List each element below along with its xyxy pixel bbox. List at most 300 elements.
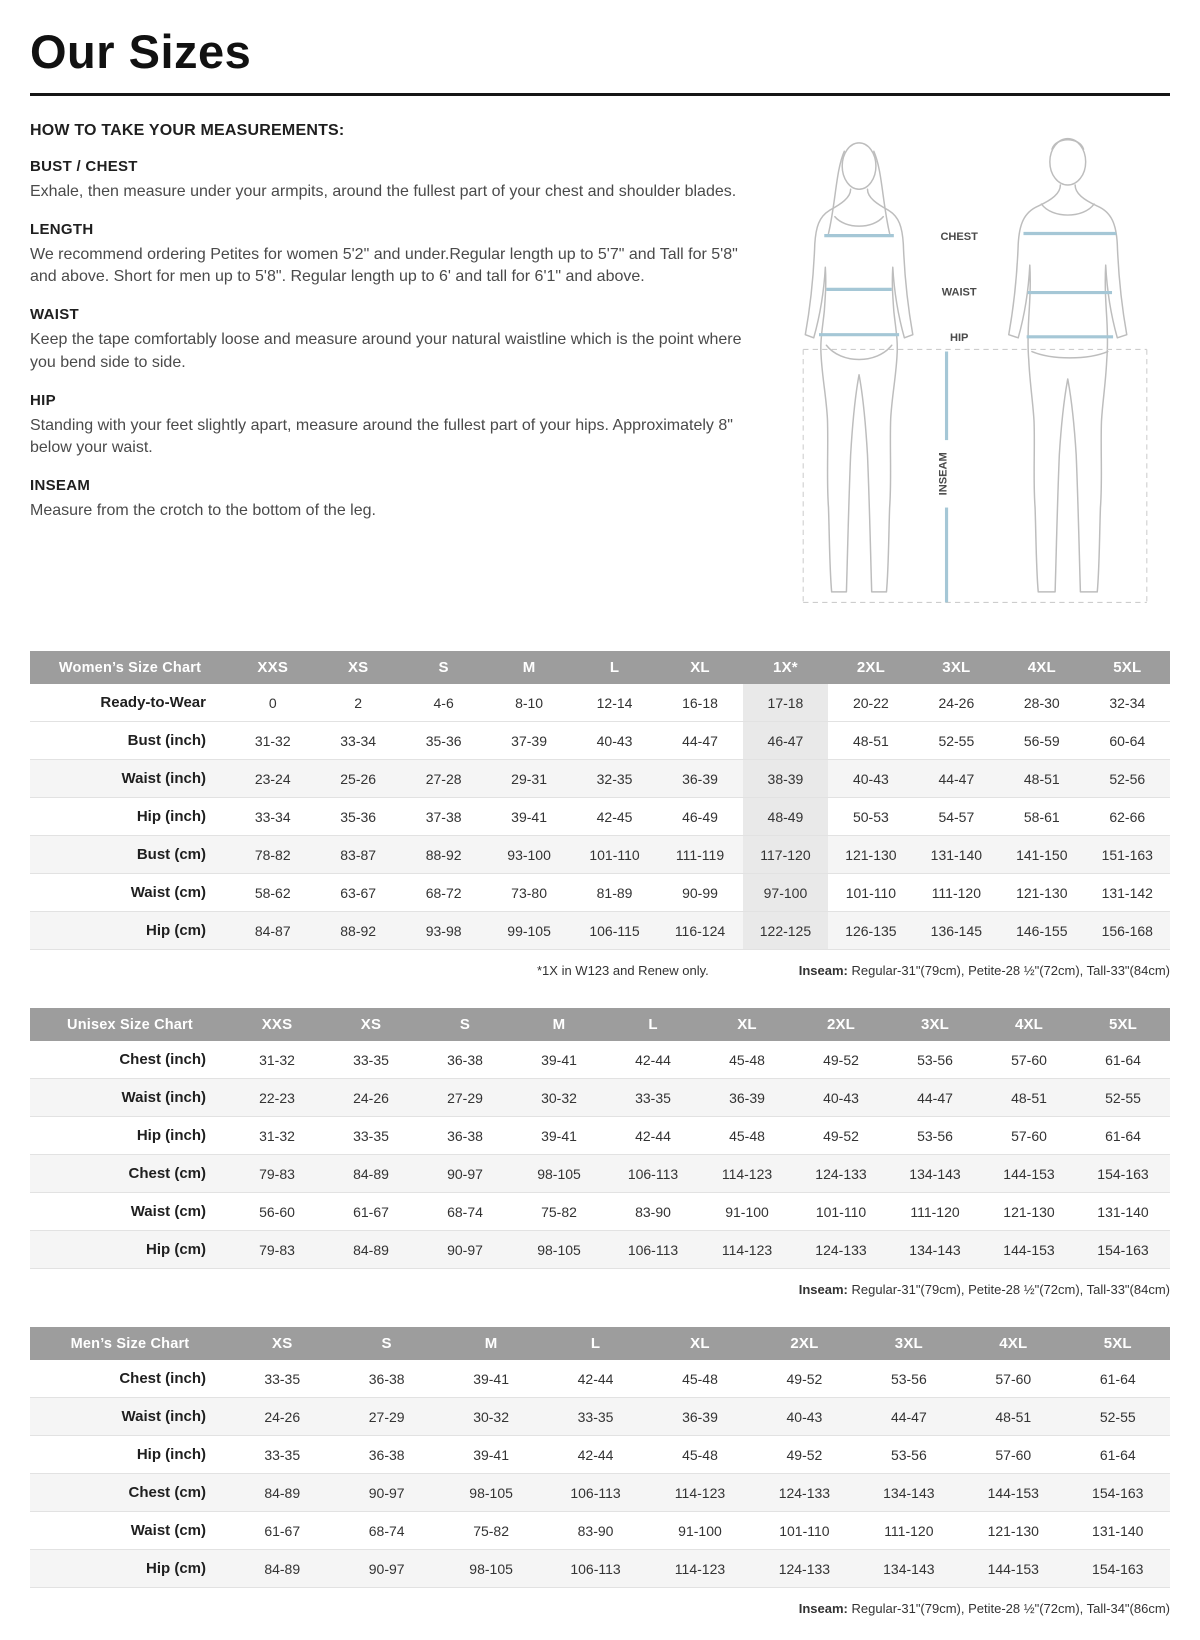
table-cell: 93-100 bbox=[486, 836, 571, 874]
table-cell: 68-72 bbox=[401, 874, 486, 912]
figure-labels bbox=[937, 231, 978, 508]
table-cell: 83-87 bbox=[315, 836, 400, 874]
table-cell: 12-14 bbox=[572, 684, 657, 722]
size-chart-block-2 bbox=[30, 1008, 1170, 1297]
table-cell: 42-44 bbox=[606, 1117, 700, 1155]
inseam-footnote: Inseam: Regular-31"(79cm), Petite-28 ½"(72cm), Tall-33"(84cm) bbox=[798, 1282, 1170, 1298]
table-cell: 49-52 bbox=[794, 1041, 888, 1079]
measurement-figure-svg bbox=[780, 126, 1170, 621]
table-cell: 46-47 bbox=[743, 722, 828, 760]
column-header: XL bbox=[657, 651, 742, 684]
table-cell: 31-32 bbox=[230, 1117, 324, 1155]
table-cell: 75-82 bbox=[512, 1193, 606, 1231]
table-cell: 93-98 bbox=[401, 912, 486, 950]
measurement-guide bbox=[30, 122, 1170, 621]
table-cell: 121-130 bbox=[828, 836, 913, 874]
table-cell: 44-47 bbox=[914, 760, 999, 798]
table-cell: 29-31 bbox=[486, 760, 571, 798]
column-header: 2XL bbox=[752, 1327, 856, 1360]
table-cell: 42-44 bbox=[543, 1360, 647, 1398]
table-row bbox=[30, 874, 1170, 912]
table-cell: 131-140 bbox=[1066, 1512, 1171, 1550]
row-label: Waist (inch) bbox=[30, 1079, 230, 1117]
table-cell: 44-47 bbox=[888, 1079, 982, 1117]
table-cell: 156-168 bbox=[1085, 912, 1170, 950]
row-label: Hip (cm) bbox=[30, 1231, 230, 1269]
table-cell: 81-89 bbox=[572, 874, 657, 912]
page-header bbox=[30, 24, 1170, 96]
table-cell: 134-143 bbox=[857, 1550, 961, 1588]
table-cell: 106-115 bbox=[572, 912, 657, 950]
row-label: Waist (inch) bbox=[30, 1398, 230, 1436]
table-cell: 33-35 bbox=[230, 1360, 334, 1398]
column-header: 5XL bbox=[1085, 651, 1170, 684]
row-label: Chest (inch) bbox=[30, 1360, 230, 1398]
table-cell: 49-52 bbox=[752, 1436, 856, 1474]
table-cell: 83-90 bbox=[606, 1193, 700, 1231]
table-cell: 78-82 bbox=[230, 836, 315, 874]
table-row bbox=[30, 798, 1170, 836]
table-cell: 17-18 bbox=[743, 684, 828, 722]
table-cell: 68-74 bbox=[334, 1512, 438, 1550]
table-cell: 57-60 bbox=[982, 1117, 1076, 1155]
guide-section-body: Standing with your feet slightly apart, measure around the fullest part of your hips. Approximately 8" below your waist. bbox=[30, 416, 733, 457]
table-cell: 33-34 bbox=[230, 798, 315, 836]
table-cell: 154-163 bbox=[1076, 1155, 1170, 1193]
table-cell: 36-38 bbox=[334, 1436, 438, 1474]
table-cell: 83-90 bbox=[543, 1512, 647, 1550]
guide-section bbox=[30, 158, 752, 204]
row-label: Waist (cm) bbox=[30, 874, 230, 912]
table-cell: 90-99 bbox=[657, 874, 742, 912]
row-label: Waist (cm) bbox=[30, 1193, 230, 1231]
guide-section bbox=[30, 221, 752, 289]
table-cell: 53-56 bbox=[888, 1041, 982, 1079]
table-cell: 39-41 bbox=[439, 1360, 543, 1398]
column-header: XL bbox=[648, 1327, 752, 1360]
table-cell: 45-48 bbox=[648, 1360, 752, 1398]
guide-section-body: Keep the tape comfortably loose and measure around your natural waistline which is the point where you bend side to side. bbox=[30, 331, 742, 371]
table-cell: 36-39 bbox=[648, 1398, 752, 1436]
table-cell: 121-130 bbox=[961, 1512, 1065, 1550]
table-cell: 111-120 bbox=[888, 1193, 982, 1231]
column-header: XXS bbox=[230, 1008, 324, 1041]
table-cell: 98-105 bbox=[512, 1231, 606, 1269]
guide-section-title: BUST / CHEST bbox=[30, 158, 138, 175]
table-cell: 20-22 bbox=[828, 684, 913, 722]
table-cell: 33-35 bbox=[324, 1041, 418, 1079]
table-cell: 35-36 bbox=[401, 722, 486, 760]
table-cell: 37-38 bbox=[401, 798, 486, 836]
table-cell: 134-143 bbox=[888, 1231, 982, 1269]
table-cell: 54-57 bbox=[914, 798, 999, 836]
table-cell: 79-83 bbox=[230, 1231, 324, 1269]
table-cell: 154-163 bbox=[1066, 1474, 1171, 1512]
table-cell: 22-23 bbox=[230, 1079, 324, 1117]
table-cell: 98-105 bbox=[512, 1155, 606, 1193]
table-cell: 33-35 bbox=[606, 1079, 700, 1117]
table-cell: 90-97 bbox=[334, 1474, 438, 1512]
table-row bbox=[30, 1398, 1170, 1436]
row-label: Hip (inch) bbox=[30, 1117, 230, 1155]
guide-section-title: WAIST bbox=[30, 306, 79, 324]
man-figure bbox=[1009, 139, 1127, 592]
table-cell: 126-135 bbox=[828, 912, 913, 950]
table-cell: 38-39 bbox=[743, 760, 828, 798]
table-cell: 36-38 bbox=[418, 1117, 512, 1155]
table-cell: 57-60 bbox=[961, 1360, 1065, 1398]
table-cell: 101-110 bbox=[752, 1512, 856, 1550]
row-label: Hip (inch) bbox=[30, 798, 230, 836]
table-row bbox=[30, 1117, 1170, 1155]
table-cell: 49-52 bbox=[794, 1117, 888, 1155]
guide-section bbox=[30, 306, 752, 374]
table-row bbox=[30, 1155, 1170, 1193]
table-row bbox=[30, 836, 1170, 874]
inseam-footnote: Inseam: Regular-31"(79cm), Petite-28 ½"(72cm), Tall-34"(86cm) bbox=[798, 1601, 1170, 1617]
row-label: Hip (cm) bbox=[30, 1550, 230, 1588]
table-cell: 44-47 bbox=[857, 1398, 961, 1436]
table-cell: 40-43 bbox=[752, 1398, 856, 1436]
table-cell: 134-143 bbox=[857, 1474, 961, 1512]
table-row bbox=[30, 760, 1170, 798]
table-cell: 52-55 bbox=[1076, 1079, 1170, 1117]
column-header: XS bbox=[324, 1008, 418, 1041]
table-cell: 88-92 bbox=[401, 836, 486, 874]
row-label: Chest (inch) bbox=[30, 1041, 230, 1079]
table-cell: 53-56 bbox=[857, 1360, 961, 1398]
table-cell: 154-163 bbox=[1076, 1231, 1170, 1269]
table-cell: 61-67 bbox=[324, 1193, 418, 1231]
table-cell: 106-113 bbox=[606, 1155, 700, 1193]
size-chart-table bbox=[30, 1008, 1170, 1269]
table-cell: 63-67 bbox=[315, 874, 400, 912]
table-cell: 114-123 bbox=[700, 1231, 794, 1269]
table-cell: 16-18 bbox=[657, 684, 742, 722]
table-cell: 40-43 bbox=[828, 760, 913, 798]
table-cell: 30-32 bbox=[439, 1398, 543, 1436]
waist-label: WAIST bbox=[941, 286, 977, 299]
table-cell: 116-124 bbox=[657, 912, 742, 950]
table-cell: 146-155 bbox=[999, 912, 1084, 950]
table-row bbox=[30, 722, 1170, 760]
table-cell: 39-41 bbox=[486, 798, 571, 836]
table-cell: 114-123 bbox=[700, 1155, 794, 1193]
table-row bbox=[30, 1550, 1170, 1588]
size-chart-block-3 bbox=[30, 1327, 1170, 1616]
table-footnotes bbox=[30, 1282, 1170, 1297]
column-header: 3XL bbox=[857, 1327, 961, 1360]
table-cell: 117-120 bbox=[743, 836, 828, 874]
table-cell: 53-56 bbox=[857, 1436, 961, 1474]
table-cell: 106-113 bbox=[543, 1474, 647, 1512]
table-cell: 30-32 bbox=[512, 1079, 606, 1117]
table-cell: 84-89 bbox=[230, 1474, 334, 1512]
column-header: S bbox=[334, 1327, 438, 1360]
column-header: XS bbox=[315, 651, 400, 684]
column-header: 3XL bbox=[914, 651, 999, 684]
table-cell: 90-97 bbox=[418, 1155, 512, 1193]
table-cell: 35-36 bbox=[315, 798, 400, 836]
table-cell: 36-39 bbox=[700, 1079, 794, 1117]
table-row bbox=[30, 1231, 1170, 1269]
table-cell: 141-150 bbox=[999, 836, 1084, 874]
table-row bbox=[30, 1193, 1170, 1231]
table-row bbox=[30, 1512, 1170, 1550]
table-cell: 131-140 bbox=[1076, 1193, 1170, 1231]
table-cell: 36-38 bbox=[418, 1041, 512, 1079]
guide-text-column bbox=[30, 122, 752, 540]
table-cell: 33-35 bbox=[324, 1117, 418, 1155]
table-cell: 27-29 bbox=[418, 1079, 512, 1117]
row-label: Hip (cm) bbox=[30, 912, 230, 950]
table-cell: 48-51 bbox=[982, 1079, 1076, 1117]
inseam-guide-dashes bbox=[803, 349, 1147, 602]
table-cell: 91-100 bbox=[648, 1512, 752, 1550]
table-cell: 144-153 bbox=[982, 1155, 1076, 1193]
table-row bbox=[30, 1474, 1170, 1512]
guide-section-body: We recommend ordering Petites for women 5'2" and under.Regular length up to 5'7" and Tall for 5'8" and above. Short for men up to 5'8". Regular length up to 6' and tall for 6'1" and above. bbox=[30, 245, 738, 286]
table-cell: 68-74 bbox=[418, 1193, 512, 1231]
table-cell: 151-163 bbox=[1085, 836, 1170, 874]
table-cell: 62-66 bbox=[1085, 798, 1170, 836]
table-cell: 23-24 bbox=[230, 760, 315, 798]
table-cell: 106-113 bbox=[606, 1231, 700, 1269]
table-cell: 98-105 bbox=[439, 1474, 543, 1512]
column-header: XS bbox=[230, 1327, 334, 1360]
table-footnotes bbox=[30, 963, 1170, 978]
column-header: S bbox=[401, 651, 486, 684]
table-cell: 61-64 bbox=[1066, 1360, 1171, 1398]
table-cell: 49-52 bbox=[752, 1360, 856, 1398]
table-cell: 33-34 bbox=[315, 722, 400, 760]
inseam-footnote: Inseam: Regular-31"(79cm), Petite-28 ½"(72cm), Tall-33"(84cm) bbox=[798, 963, 1170, 979]
table-cell: 31-32 bbox=[230, 722, 315, 760]
table-cell: 33-35 bbox=[230, 1436, 334, 1474]
table-cell: 4-6 bbox=[401, 684, 486, 722]
inseam-label: INSEAM bbox=[937, 452, 950, 496]
column-header: L bbox=[606, 1008, 700, 1041]
table-cell: 144-153 bbox=[961, 1474, 1065, 1512]
table-cell: 52-56 bbox=[1085, 760, 1170, 798]
table-cell: 50-53 bbox=[828, 798, 913, 836]
table-cell: 88-92 bbox=[315, 912, 400, 950]
column-header: 1X* bbox=[743, 651, 828, 684]
table-row bbox=[30, 1041, 1170, 1079]
guide-section-title: LENGTH bbox=[30, 220, 94, 238]
table-cell: 75-82 bbox=[439, 1512, 543, 1550]
row-label: Ready-to-Wear bbox=[30, 684, 230, 722]
table-cell: 84-89 bbox=[324, 1155, 418, 1193]
column-header: XL bbox=[700, 1008, 794, 1041]
table-cell: 101-110 bbox=[572, 836, 657, 874]
table-cell: 39-41 bbox=[512, 1041, 606, 1079]
table-cell: 46-49 bbox=[657, 798, 742, 836]
table-cell: 121-130 bbox=[999, 874, 1084, 912]
table-row bbox=[30, 1360, 1170, 1398]
table-row bbox=[30, 1079, 1170, 1117]
woman-figure bbox=[805, 143, 913, 592]
table-title: Women’s Size Chart bbox=[30, 651, 230, 684]
table-cell: 111-120 bbox=[857, 1512, 961, 1550]
table-cell: 32-35 bbox=[572, 760, 657, 798]
table-cell: 90-97 bbox=[334, 1550, 438, 1588]
table-cell: 101-110 bbox=[828, 874, 913, 912]
table-cell: 79-83 bbox=[230, 1155, 324, 1193]
table-cell: 124-133 bbox=[752, 1550, 856, 1588]
hip-label: HIP bbox=[949, 332, 969, 345]
row-label: Hip (inch) bbox=[30, 1436, 230, 1474]
table-cell: 124-133 bbox=[794, 1155, 888, 1193]
star-footnote: *1X in W123 and Renew only. bbox=[537, 963, 709, 979]
column-header: M bbox=[512, 1008, 606, 1041]
table-cell: 39-41 bbox=[512, 1117, 606, 1155]
table-row bbox=[30, 912, 1170, 950]
column-header: S bbox=[418, 1008, 512, 1041]
table-cell: 2 bbox=[315, 684, 400, 722]
table-cell: 56-59 bbox=[999, 722, 1084, 760]
guide-section-body: Measure from the crotch to the bottom of the leg. bbox=[30, 502, 376, 520]
inseam-footnote-label: Inseam: bbox=[798, 1601, 848, 1617]
table-cell: 27-28 bbox=[401, 760, 486, 798]
table-cell: 36-38 bbox=[334, 1360, 438, 1398]
table-cell: 122-125 bbox=[743, 912, 828, 950]
table-cell: 61-64 bbox=[1066, 1436, 1171, 1474]
table-cell: 48-51 bbox=[961, 1398, 1065, 1436]
table-cell: 25-26 bbox=[315, 760, 400, 798]
column-header: XXS bbox=[230, 651, 315, 684]
table-cell: 121-130 bbox=[982, 1193, 1076, 1231]
table-cell: 8-10 bbox=[486, 684, 571, 722]
chest-label: CHEST bbox=[940, 230, 978, 243]
table-cell: 114-123 bbox=[648, 1550, 752, 1588]
table-cell: 124-133 bbox=[752, 1474, 856, 1512]
table-cell: 144-153 bbox=[982, 1231, 1076, 1269]
table-cell: 84-89 bbox=[324, 1231, 418, 1269]
column-header: 4XL bbox=[999, 651, 1084, 684]
table-cell: 24-26 bbox=[914, 684, 999, 722]
column-header: L bbox=[543, 1327, 647, 1360]
table-title: Men’s Size Chart bbox=[30, 1327, 230, 1360]
column-header: 5XL bbox=[1066, 1327, 1171, 1360]
table-cell: 61-64 bbox=[1076, 1041, 1170, 1079]
table-cell: 61-67 bbox=[230, 1512, 334, 1550]
body-outlines bbox=[805, 139, 1126, 592]
column-header: 2XL bbox=[794, 1008, 888, 1041]
table-cell: 111-119 bbox=[657, 836, 742, 874]
table-cell: 48-51 bbox=[999, 760, 1084, 798]
inseam-footnote-label: Inseam: bbox=[798, 963, 848, 979]
row-label: Waist (cm) bbox=[30, 1512, 230, 1550]
size-chart-table bbox=[30, 651, 1170, 950]
table-cell: 56-60 bbox=[230, 1193, 324, 1231]
guide-section bbox=[30, 477, 752, 523]
table-cell: 28-30 bbox=[999, 684, 1084, 722]
table-title: Unisex Size Chart bbox=[30, 1008, 230, 1041]
column-header: 3XL bbox=[888, 1008, 982, 1041]
table-cell: 53-56 bbox=[888, 1117, 982, 1155]
table-cell: 33-35 bbox=[543, 1398, 647, 1436]
table-cell: 36-39 bbox=[657, 760, 742, 798]
table-cell: 114-123 bbox=[648, 1474, 752, 1512]
table-cell: 40-43 bbox=[794, 1079, 888, 1117]
size-chart-table bbox=[30, 1327, 1170, 1588]
row-label: Waist (inch) bbox=[30, 760, 230, 798]
table-row bbox=[30, 684, 1170, 722]
table-cell: 101-110 bbox=[794, 1193, 888, 1231]
table-cell: 57-60 bbox=[961, 1436, 1065, 1474]
column-header: M bbox=[439, 1327, 543, 1360]
table-cell: 42-44 bbox=[543, 1436, 647, 1474]
row-label: Chest (cm) bbox=[30, 1155, 230, 1193]
table-footnotes bbox=[30, 1601, 1170, 1616]
table-cell: 97-100 bbox=[743, 874, 828, 912]
guide-section-title: HIP bbox=[30, 391, 56, 409]
column-header: 4XL bbox=[982, 1008, 1076, 1041]
figure-illustration bbox=[780, 122, 1170, 621]
table-cell: 45-48 bbox=[700, 1117, 794, 1155]
table-cell: 45-48 bbox=[648, 1436, 752, 1474]
guide-heading: HOW TO TAKE YOUR MEASUREMENTS: bbox=[30, 122, 345, 139]
table-cell: 0 bbox=[230, 684, 315, 722]
column-header: 2XL bbox=[828, 651, 913, 684]
table-cell: 131-140 bbox=[914, 836, 999, 874]
table-cell: 44-47 bbox=[657, 722, 742, 760]
table-cell: 24-26 bbox=[230, 1398, 334, 1436]
column-header: 4XL bbox=[961, 1327, 1065, 1360]
table-cell: 58-61 bbox=[999, 798, 1084, 836]
table-cell: 48-49 bbox=[743, 798, 828, 836]
column-header: M bbox=[486, 651, 571, 684]
guide-sections bbox=[30, 158, 752, 523]
table-cell: 84-89 bbox=[230, 1550, 334, 1588]
table-cell: 52-55 bbox=[1066, 1398, 1171, 1436]
table-cell: 61-64 bbox=[1076, 1117, 1170, 1155]
guide-section-body: Exhale, then measure under your armpits, around the fullest part of your chest and shoulder blades. bbox=[30, 183, 737, 200]
table-cell: 73-80 bbox=[486, 874, 571, 912]
guide-section-title: INSEAM bbox=[30, 477, 91, 495]
inseam-footnote-label: Inseam: bbox=[798, 1282, 848, 1298]
table-cell: 42-44 bbox=[606, 1041, 700, 1079]
table-cell: 98-105 bbox=[439, 1550, 543, 1588]
table-cell: 31-32 bbox=[230, 1041, 324, 1079]
table-cell: 52-55 bbox=[914, 722, 999, 760]
page-title: Our Sizes bbox=[30, 25, 252, 78]
table-cell: 136-145 bbox=[914, 912, 999, 950]
table-cell: 40-43 bbox=[572, 722, 657, 760]
table-cell: 45-48 bbox=[700, 1041, 794, 1079]
table-row bbox=[30, 1436, 1170, 1474]
row-label: Bust (cm) bbox=[30, 836, 230, 874]
table-cell: 24-26 bbox=[324, 1079, 418, 1117]
table-cell: 27-29 bbox=[334, 1398, 438, 1436]
table-cell: 90-97 bbox=[418, 1231, 512, 1269]
table-cell: 57-60 bbox=[982, 1041, 1076, 1079]
table-cell: 58-62 bbox=[230, 874, 315, 912]
table-cell: 37-39 bbox=[486, 722, 571, 760]
table-cell: 91-100 bbox=[700, 1193, 794, 1231]
table-cell: 84-87 bbox=[230, 912, 315, 950]
title-divider bbox=[30, 93, 1170, 96]
table-cell: 124-133 bbox=[794, 1231, 888, 1269]
guide-section bbox=[30, 392, 752, 460]
table-cell: 42-45 bbox=[572, 798, 657, 836]
table-cell: 32-34 bbox=[1085, 684, 1170, 722]
table-cell: 131-142 bbox=[1085, 874, 1170, 912]
row-label: Chest (cm) bbox=[30, 1474, 230, 1512]
table-cell: 154-163 bbox=[1066, 1550, 1171, 1588]
table-cell: 39-41 bbox=[439, 1436, 543, 1474]
